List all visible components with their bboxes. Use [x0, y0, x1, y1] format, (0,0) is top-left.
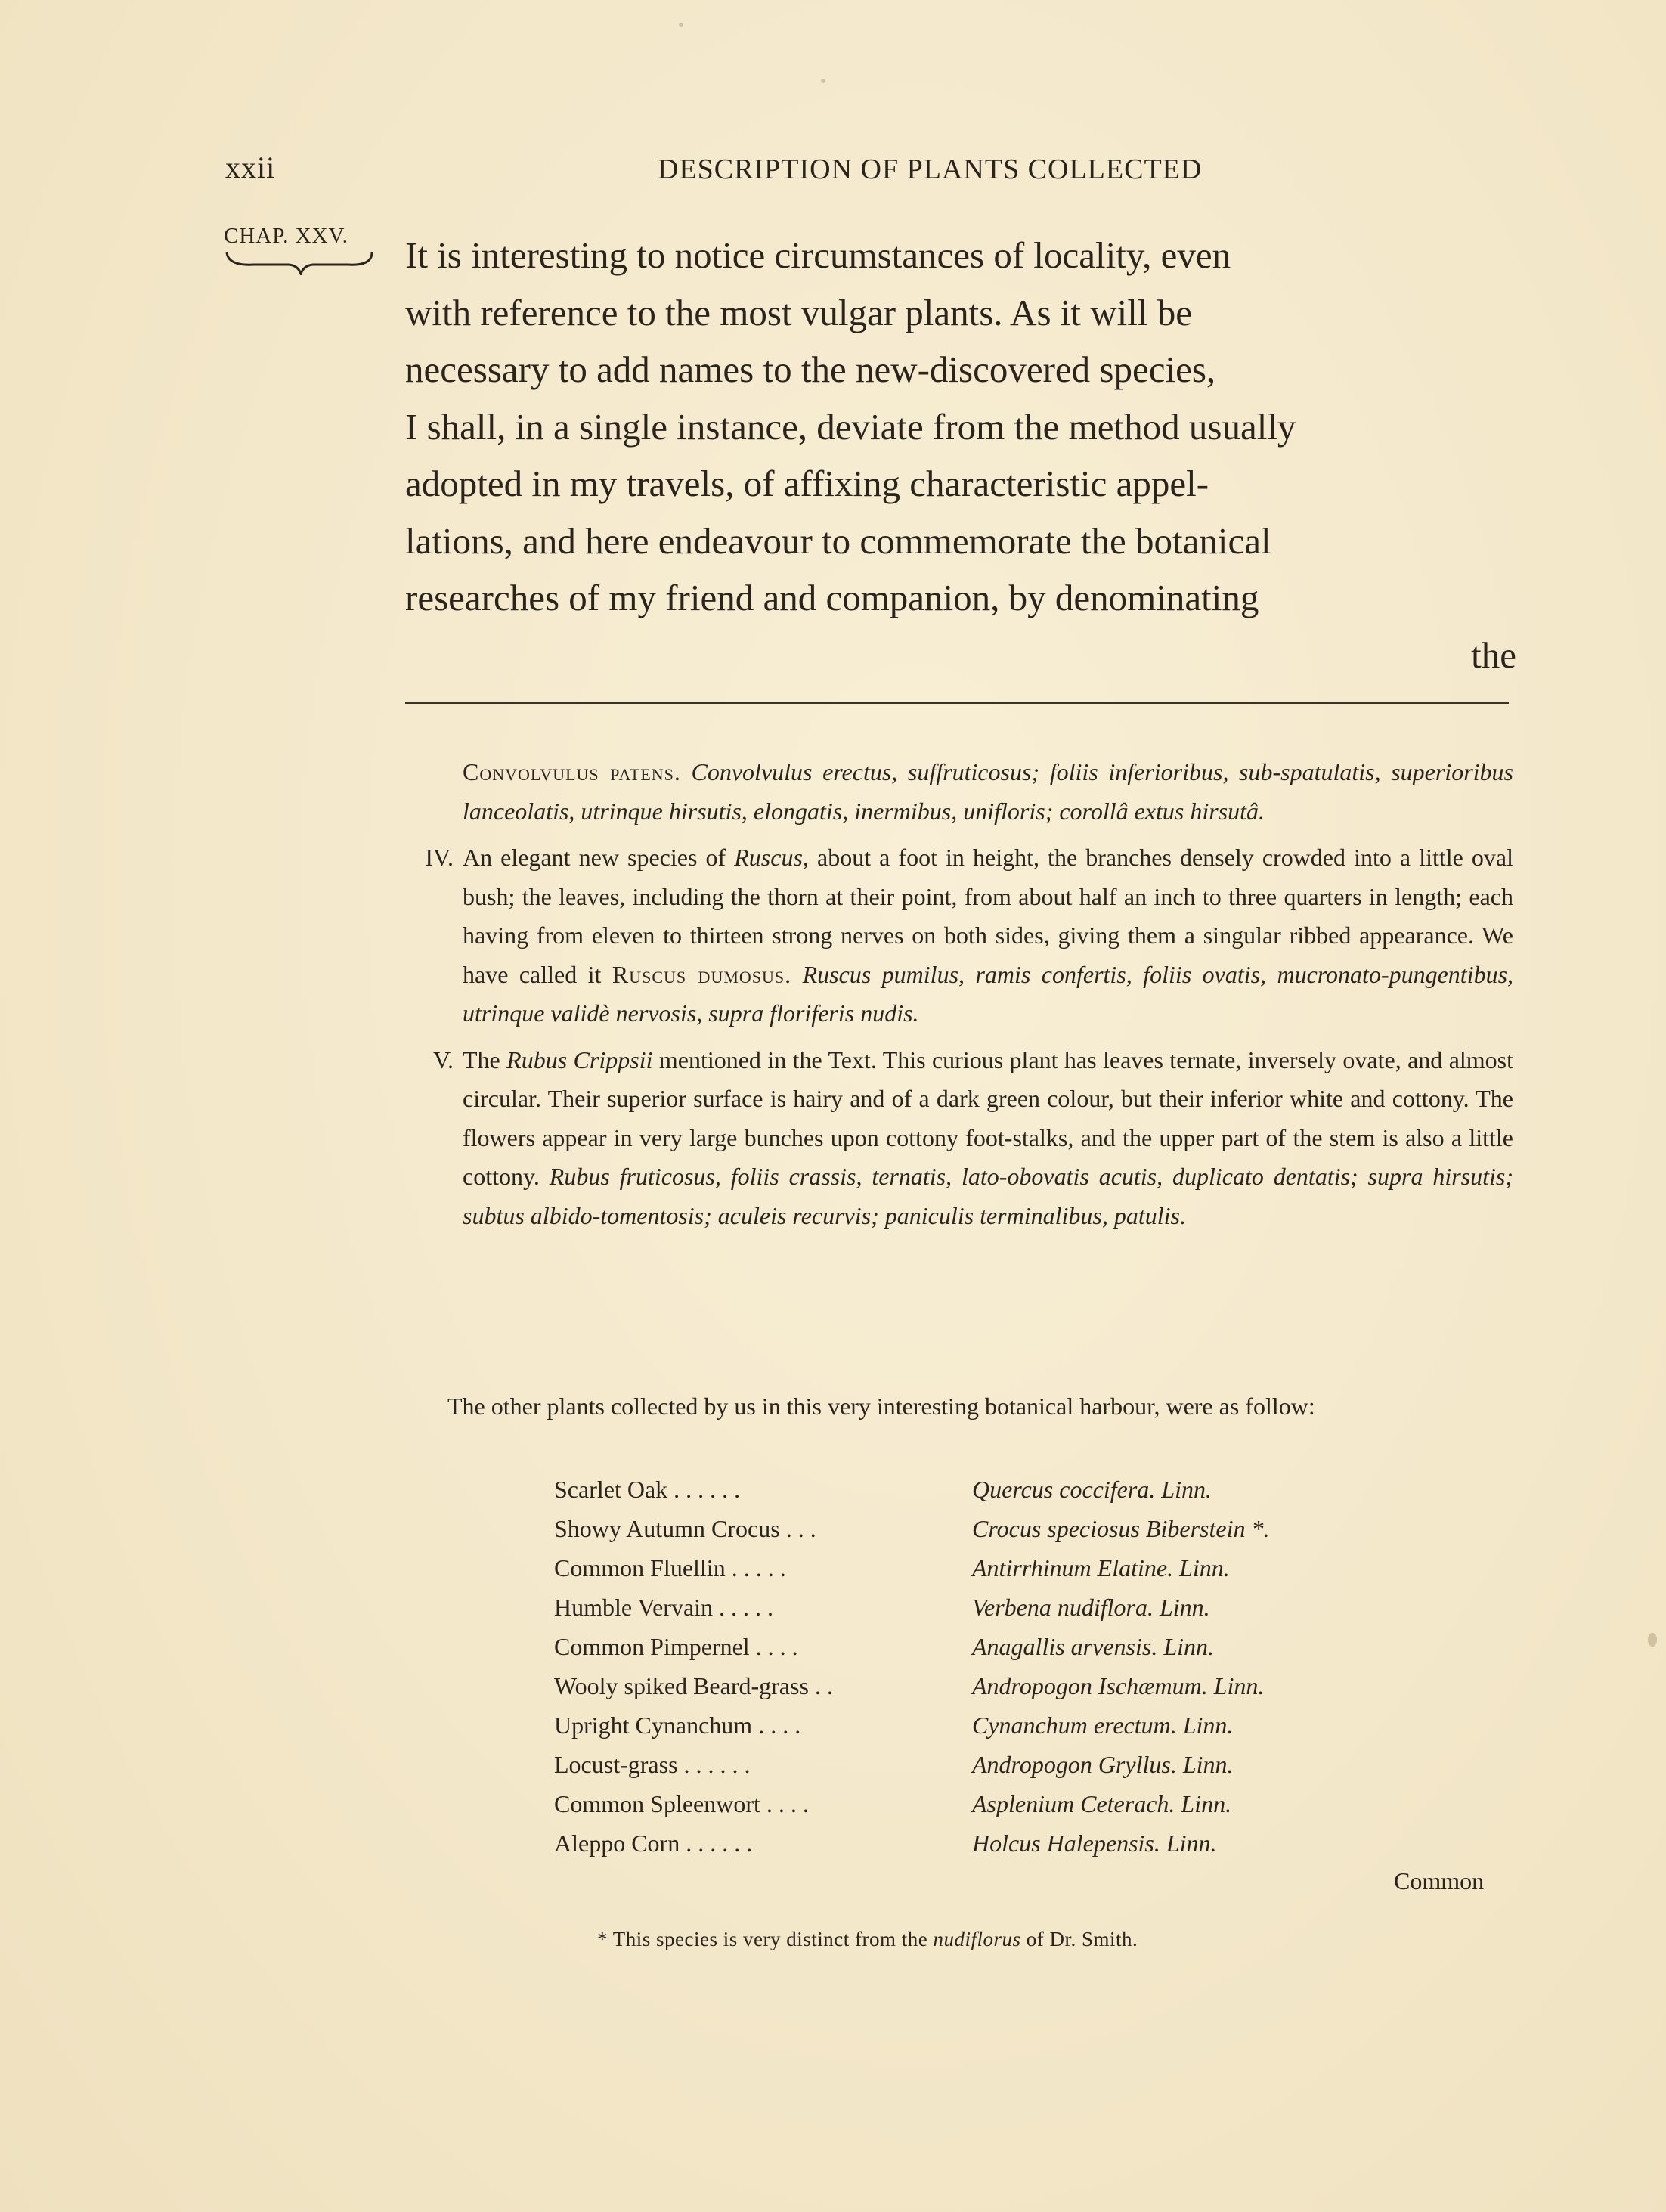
- section-divider-rule: [405, 702, 1509, 704]
- paper-speck: [679, 23, 683, 27]
- intro-line: It is interesting to notice circumstances of locality, even: [405, 234, 1231, 276]
- plant-list: [554, 1470, 1386, 1863]
- chapter-marginal-label: CHAP. XXV.: [224, 224, 348, 248]
- note-convolvulus: [463, 753, 1513, 831]
- note-ruscus: IV. An elegant new species of Ruscus, about a foot in height, the branches densely crowded into a little oval bush; the leaves, including the thorn at their point, from about half an inch to three quarters in length; each having from eleven to thirteen strong nerves on both sides, giving them a singular ribbed appearance. We have called it Ruscus dumosus. Ruscus pumilus, ramis confertis, foliis ovatis, mucronato-pungentibus, utrinque validè nervosis, supra floriferis nudis.: [463, 838, 1513, 1033]
- intro-line: lations, and here endeavour to commemorate the botanical: [405, 519, 1271, 562]
- note-number: IV.: [425, 844, 454, 871]
- plant-row: Showy Autumn Crocus . . . Crocus speciosus Biberstein *.: [554, 1515, 1270, 1542]
- intro-line: necessary to add names to the new-discovered species,: [405, 349, 1216, 390]
- latin-description: Convolvulus erectus, suffruticosus; foliis inferioribus, sub-spatulatis, superioribus lanceolatis, utrinque hirsutis, elongatis, inermibus, unifloris; corollâ extus hirsutâ.: [463, 758, 1513, 825]
- plant-row: Scarlet Oak . . . . . . Quercus coccifera. Linn.: [554, 1476, 1212, 1503]
- plant-row: Humble Vervain . . . . . Verbena nudiflora. Linn.: [554, 1594, 1210, 1621]
- plant-row: Common Spleenwort . . . . Asplenium Ceterach. Linn.: [554, 1790, 1232, 1817]
- note-number: V.: [433, 1046, 454, 1073]
- appendix-notes: [425, 753, 1514, 1235]
- chapter-brace-ornament: [224, 249, 375, 275]
- latin-description: Ruscus pumilus, ramis confertis, foliis ovatis, mucronato-pungentibus, utrinque validè nervosis, supra floriferis nudis.: [463, 960, 1514, 1027]
- intro-line: researches of my friend and companion, by denominating: [405, 577, 1259, 618]
- page-folio: xxii: [225, 150, 276, 184]
- paper-speck: [1648, 1633, 1657, 1647]
- intro-line: adopted in my travels, of affixing characteristic appel-: [405, 463, 1209, 504]
- catchword: Common: [1394, 1867, 1485, 1894]
- plant-row: Locust-grass . . . . . . Andropogon Gryllus. Linn.: [554, 1751, 1234, 1778]
- species-name: Convolvulus patens.: [463, 758, 681, 785]
- paper-speck: [821, 79, 825, 83]
- other-plants-intro: The other plants collected by us in this very interesting botanical harbour, were as follow:: [447, 1393, 1315, 1420]
- plant-row: Wooly spiked Beard-grass . . Andropogon Ischæmum. Linn.: [554, 1672, 1265, 1699]
- genus-name: Ruscus,: [734, 844, 809, 871]
- note-rubus: V. The Rubus Crippsii mentioned in the Text. This curious plant has leaves ternate, inversely ovate, and almost circular. Their superior surface is hairy and of a dark green colour, but their inferior white and cottony. The flowers appear in very large bunches upon cottony foot-stalks, and the upper part of the stem is also a little cottony. Rubus fruticosus, foliis crassis, ternatis, lato-obovatis acutis, duplicato dentatis; supra hirsutis; subtus albido-tomentosis; aculeis recurvis; paniculis terminalibus, patulis.: [463, 1041, 1513, 1236]
- footnote: * This species is very distinct from the nudiflorus of Dr. Smith.: [597, 1928, 1138, 1950]
- intro-paragraph: [405, 227, 1516, 683]
- intro-last-word: the: [1471, 634, 1516, 676]
- plant-row: Common Pimpernel . . . . Anagallis arvensis. Linn.: [554, 1633, 1215, 1660]
- species-name: Ruscus dumosus.: [612, 960, 792, 988]
- running-head: DESCRIPTION OF PLANTS COLLECTED: [658, 153, 1203, 185]
- species-name: Rubus Crippsii: [506, 1046, 653, 1073]
- plant-row: Upright Cynanchum . . . . Cynanchum erectum. Linn.: [554, 1712, 1234, 1739]
- latin-description: Rubus fruticosus, foliis crassis, ternatis, lato-obovatis acutis, duplicato dentatis; supra hirsutis; subtus albido-tomentosis; aculeis recurvis; paniculis terminalibus, patulis.: [463, 1163, 1514, 1229]
- plant-row: Common Fluellin . . . . . Antirrhinum Elatine. Linn.: [554, 1554, 1230, 1582]
- intro-line: I shall, in a single instance, deviate from the method usually: [405, 405, 1296, 448]
- intro-line: with reference to the most vulgar plants. As it will be: [405, 291, 1193, 333]
- plant-row: Aleppo Corn . . . . . . Holcus Halepensis. Linn.: [554, 1829, 1217, 1857]
